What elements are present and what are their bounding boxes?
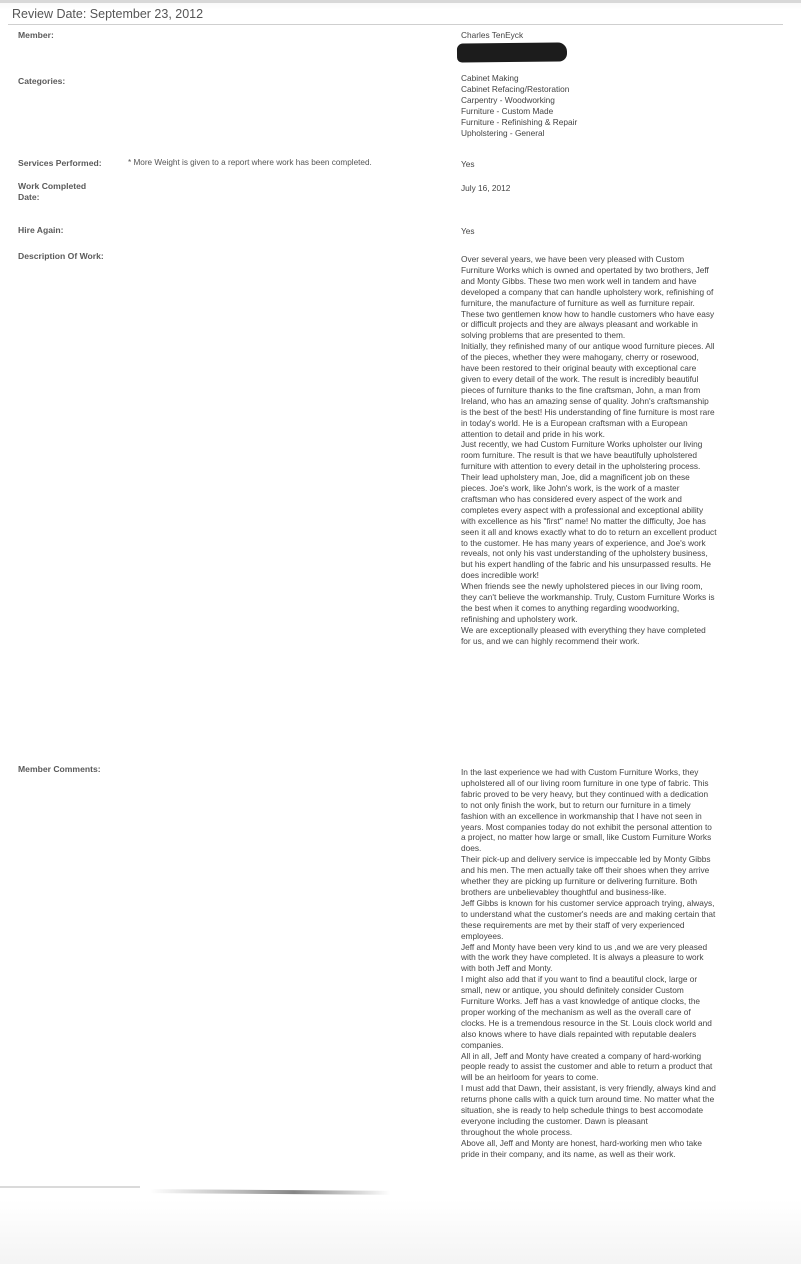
- top-edge-line: [0, 0, 801, 3]
- review-date: Review Date: September 23, 2012: [12, 7, 204, 21]
- services-performed-note: * More Weight is given to a report where work has been completed.: [128, 158, 372, 167]
- work-completed-date: July 16, 2012: [461, 183, 511, 193]
- category-item: Carpentry - Woodworking: [461, 94, 555, 105]
- scan-artifact-line: [0, 1186, 140, 1188]
- category-item: Furniture - Custom Made: [461, 105, 554, 116]
- category-item: Upholstering - General: [461, 127, 545, 138]
- redaction-mark: [457, 42, 567, 62]
- category-item: Furniture - Refinishing & Repair: [461, 116, 578, 127]
- category-item: Cabinet Making: [461, 73, 519, 83]
- member-name: Charles TenEyck: [461, 30, 524, 40]
- services-performed-value: Yes: [461, 159, 475, 169]
- category-item: Cabinet Refacing/Restoration: [461, 83, 570, 94]
- work-completed-label: Work Completed Date:: [18, 181, 87, 202]
- description-label: Description Of Work:: [18, 251, 104, 261]
- hire-again-label: Hire Again:: [18, 225, 64, 235]
- description-text: Over several years, we have been very pleased with Custom Furniture Works which is owned and opertated by two brothers, Jeff and Monty Gibbs. These two men work well in tandem and have developed a company that can handle upholstery work, refinishing of furniture, the manufacture of furniture as well as furniture repair. These two gentlemen know how to handle customers who have easy or difficult projects and they are always pleasant and workable in solving problems that are presented to them. Initially, they refinished many of our antique wood furniture pieces. All of the pieces, whether they were mahogany, cherry or rosewood, have been restored to their original beauty with exceptional care given to every detail of the work. The result is incredibly beautiful pieces of furniture thanks to the fine craftsman, John, a man from Ireland, who has an amazing sense of quality. John's craftsmanship is the best of the best! His understanding of fine furniture is most rare in today's world. He is a European craftsman with a European attention to detail and pride in his work. Just recently, we had Custom Furniture Works upholster our living room furniture. The result is that we have beautifully upholstered furniture with attention to every detail in the upholstering process. Their lead upholstery man, Joe, did a magnificent job on these pieces. Joe's work, like John's work, is the work of a master craftsman who has considered every aspect of the work and completes every aspect with a professional and exceptional ability with excellence as his "first" name! No matter the difficulty, Joe has seen it all and knows exactly what to do to return an excellent product to the customer. He has many years of experience, and Joe's work reveals, not only his vast understanding of the upholstery business, but his expert handling of the fabric and his unsurpassed results. He does incredible work! When friends see the newly upholstered pieces in our living room, they can't believe the workmanship. Truly, Custom Furniture Works is the best when it comes to anything regarding woodworking, refinishing and upholstery work. We are exceptionally pleased with everything they have completed for us, and we can highly recommend their work.: [461, 254, 717, 646]
- member-comments-text: In the last experience we had with Custom Furniture Works, they upholstered all of our living room furniture in one type of fabric. This fabric proved to be very heavy, but they continued with a dedication to not only finish the work, but to return our furniture in a timely fashion with an excellence in workmanship that I have not seen in years. Most companies today do not exhibit the personal attention to a project, no matter how large or small, like Custom Furniture Works does. Their pick-up and delivery service is impeccable led by Monty Gibbs and his men. The men actually take off their shoes when they arrive whether they are picking up furniture or delivering furniture. Both brothers are unbelievabley thoughtful and business-like. Jeff Gibbs is known for his customer service approach trying, always, to understand what the customer's needs are and making certain that these requirements are met by their staff of very experienced employees. Jeff and Monty have been very kind to us ,and we are very pleased with the work they have completed. It is always a pleasure to work with both Jeff and Monty. I might also add that if you want to find a beautiful clock, large or small, new or antique, you should definitely consider Custom Furniture Works. Jeff has a vast knowledge of antique clocks, the proper working of the mechanism as well as the overall care of clocks. He is a tremendous resource in the St. Louis clock world and also knows where to have dials repainted with reputable dealers companies. All in all, Jeff and Monty have created a company of hard-working people ready to assist the customer and able to return a product that will be an heirloom for years to come. I must add that Dawn, their assistant, is very friendly, always kind and returns phone calls with a quick turn around time. No matter what the situation, she is ready to help schedule things to best accomodate everyone including the customer. Dawn is pleasant throughout the whole process. Above all, Jeff and Monty are honest, hard-working men who take pride in their company, and its name, as well as their work.: [461, 767, 716, 1159]
- services-performed-label: Services Performed:: [18, 158, 102, 168]
- hire-again-value: Yes: [461, 226, 475, 236]
- member-label: Member:: [18, 30, 54, 40]
- categories-label: Categories:: [18, 76, 66, 86]
- scan-artifact-smudge: [150, 1189, 390, 1195]
- categories-list: [461, 73, 781, 138]
- member-comments-label: Member Comments:: [18, 764, 101, 774]
